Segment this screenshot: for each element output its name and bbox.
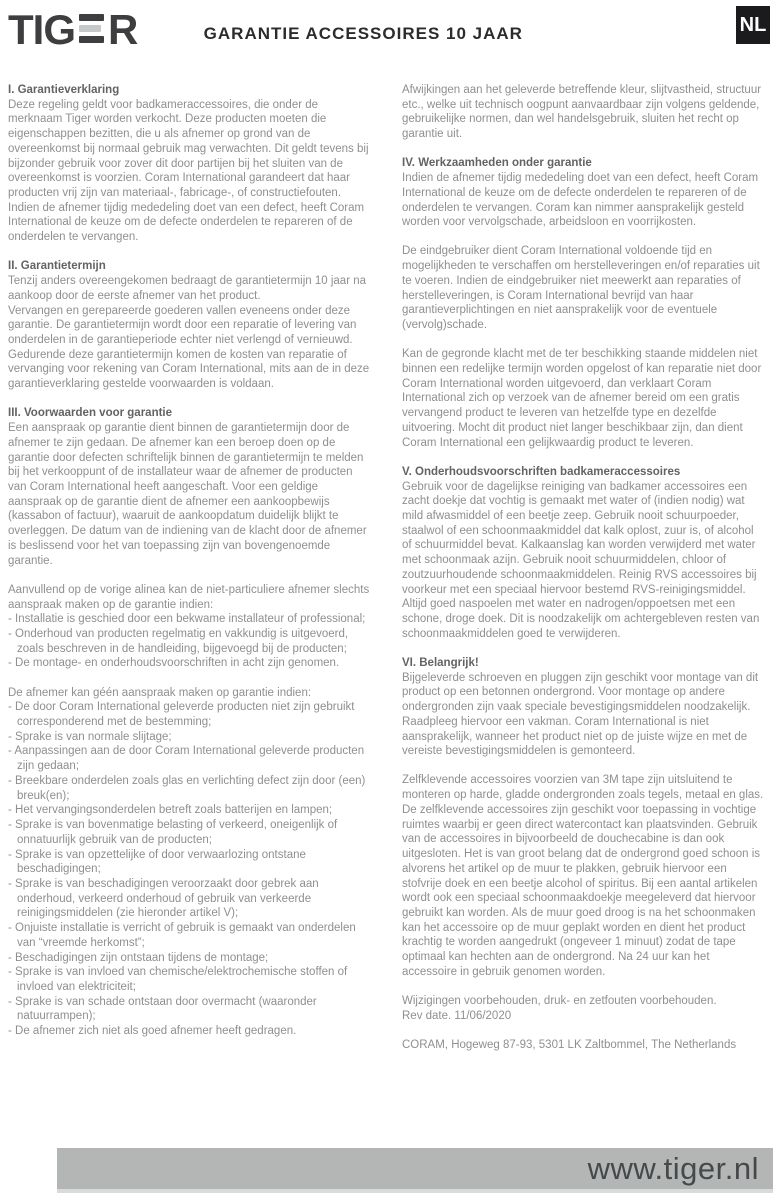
footer-bar bbox=[57, 1148, 773, 1189]
tiger-logo-text-left: TIG bbox=[8, 6, 75, 53]
list-item: - Sprake is van invloed van chemische/elektrochemische stoffen of invloed van elektriciteit; bbox=[8, 966, 348, 993]
section-heading: V. Onderhoudsvoorschriften badkameraccessoires bbox=[402, 465, 681, 478]
document-title: GARANTIE ACCESSOIRES 10 JAAR bbox=[203, 24, 523, 43]
list-item: - Breekbare onderdelen zoals glas en verlichting defect zijn door (een) breuk(en); bbox=[8, 774, 366, 802]
paragraph: Een aanspraak op garantie dient binnen de garantietermijn door de afnemer te zijn gedaan. De afnemer kan een beroep doen op de garantie door defecten schriftelijk binnen de garantietermijn te melden bij het verkooppunt of de installateur waar de afnemer de producten van Coram International heeft aangeschaft. Voor een geldige aanspraak op de garantie dient de afnemer een aankoopbewijs (kassabon of factuur), waaruit de aankoopdatum duidelijk blijkt te overleggen. De datum van de indiening van de klacht door de afnemer is beslissend voor het van toepassing zijn van bovengenoemde garantie. bbox=[8, 422, 367, 567]
paragraph: Indien de afnemer tijdig mededeling doet van een defect, heeft Coram International de keuze om de defecte onderdelen te repareren of de onderdelen te vervangen. Coram kan nimmer aansprakelijk gesteld worden voor vervolgschade, arbeidsloon en voorrijkosten. bbox=[402, 172, 759, 229]
list-item: - De afnemer zich niet als goed afnemer heeft gedragen. bbox=[8, 1025, 297, 1038]
logo-e-bar-top bbox=[79, 14, 104, 21]
logo-e-bar-middle bbox=[79, 25, 101, 32]
paragraph: Afwijkingen aan het geleverde betreffende kleur, slijtvastheid, structuur etc., welke uit technisch oogpunt aanvaardbaar zijn volgens geldende, gebruikelijke normen, dan wel handelsgebruik, sluiten het recht op garantie uit. bbox=[402, 84, 762, 141]
section-heading: II. Garantietermijn bbox=[8, 260, 106, 273]
tiger-logo bbox=[8, 6, 138, 53]
list-item: - De montage- en onderhoudsvoorschriften in acht zijn genomen. bbox=[8, 657, 340, 670]
paragraph: Deze regeling geldt voor badkameraccessoires, die onder de merknaam Tiger worden verkocht. Deze producten moeten die eigenschappen bezitten, die u als afnemer op grond van de overeenkomst bij normaal gebruik mag verwachten. Dit geldt tevens bij bijzonder gebruik voor zover dit door partijen bij het sluiten van de overeenkomst is voorzien. Coram International garandeert dat haar producten vrij zijn van materiaal-, fabricage-, of constructiefouten. Indien de afnemer tijdig mededeling doet van een defect, heeft Coram International de keuze om de defecte onderdelen te repareren of de onderdelen te vervangen. bbox=[8, 98, 369, 244]
paragraph: Bijgeleverde schroeven en pluggen zijn geschikt voor montage van dit product op een betonnen ondergrond. Voor montage op andere ondergronden zijn vaak speciale bevestigingsmiddelen noodzakelijk. Raadpleeg hiervoor een vakman. Coram International is niet aansprakelijk, wanneer het product niet op de juiste wijze en met de vereiste bevestigingsmiddelen is gemonteerd. bbox=[402, 671, 759, 758]
document-header bbox=[0, 0, 773, 57]
paragraph: Kan de gegronde klacht met de ter beschikking staande middelen niet binnen een redelijke termijn worden opgelost of kan reparatie niet door Coram International worden uitgevoerd, dan verklaart Coram International zich op verzoek van de afnemer bereid om een gratis vervangend product te leveren van hetzelfde type en dezelfde uitvoering. Mocht dit product niet langer beschikbaar zijn, dan dient Coram International een gelijkwaardig product te leveren. bbox=[402, 348, 762, 449]
document-body bbox=[0, 83, 773, 1067]
bullet-list bbox=[8, 700, 371, 1039]
language-badge: NL bbox=[736, 6, 770, 44]
list-item: - Sprake is van schade ontstaan door overmacht (waaronder natuurrampen); bbox=[8, 995, 317, 1023]
paragraph: De afnemer kan géén aanspraak maken op garantie indien: bbox=[8, 686, 312, 699]
list-item: - Beschadigingen zijn ontstaan tijdens de montage; bbox=[8, 951, 269, 964]
paragraph: De eindgebruiker dient Coram International voldoende tijd en mogelijkheden te verschaffen om herstelleveringen en/of reparaties uit te voeren. Indien de eindgebruiker niet meewerkt aan reparaties of herstelleveringen, is Coram International bevrijd van haar garantieverplichtingen en niet aansprakelijk voor de eventuele (vervolg)schade. bbox=[402, 245, 760, 332]
paragraph: Wijzigingen voorbehouden, druk- en zetfouten voorbehouden. bbox=[402, 995, 717, 1008]
list-item: - Onjuiste installatie is verricht of gebruik is gemaakt van onderdelen van “vreemde herkomst”; bbox=[8, 922, 356, 949]
list-item: - Aanpassingen aan de door Coram International geleverde producten zijn gedaan; bbox=[8, 745, 365, 773]
list-item: - Sprake is van beschadigingen veroorzaakt door gebrek aan onderhoud, verkeerd onderhoud of gebruik van verkeerde reinigingsmiddelen (zie hieronder artikel V); bbox=[8, 877, 319, 920]
website-url: www.tiger.nl bbox=[587, 1151, 759, 1186]
section-heading: III. Voorwaarden voor garantie bbox=[8, 407, 173, 420]
paragraph: Gedurende deze garantietermijn komen de kosten van reparatie of vervanging voor rekening van Coram International, mits aan de in deze garantieverklaring gestelde voorwaarden is voldaan. bbox=[8, 348, 370, 391]
paragraph: Tenzij anders overeengekomen bedraagt de garantietermijn 10 jaar na aankoop door de eerste afnemer van het product. bbox=[8, 275, 367, 302]
section-heading: I. Garantieverklaring bbox=[8, 84, 120, 96]
right-column bbox=[402, 83, 765, 1067]
list-item: - Sprake is van opzettelijke of door verwaarlozing ontstane beschadigingen; bbox=[8, 848, 306, 876]
section-heading: VI. Belangrijk! bbox=[402, 656, 479, 669]
logo-e-bar-bottom bbox=[79, 36, 104, 43]
list-item: - De door Coram International geleverde producten niet zijn gebruikt corresponderend met de bestemming; bbox=[8, 701, 355, 729]
left-column bbox=[8, 83, 371, 1067]
bullet-list bbox=[8, 612, 371, 671]
paragraph: Zelfklevende accessoires voorzien van 3M tape zijn uitsluitend te monteren op harde, gladde ondergronden zoals tegels, metaal en glas. De zelfklevende accessoires zijn geschikt voor toepassing in vochtige ruimtes waarbij er geen direct watercontact kan plaatsvinden. Gebruik van de accessoires in bijvoorbeeld de douchecabine is dan ook uitgesloten. Het is van groot belang dat de ondergrond goed schoon is alvorens het artikel op de muur te plakken, gebruik hiervoor een stofvrije doek en een beetje alcohol of spiritus. Bij een aantal artikelen wordt ook een speciaal schoonmaakdoekje meegeleverd dat hiervoor gebruikt kan worden. Als de muur goed droog is na het schoonmaken kan het accessoire op de muur geplakt worden en dient het product krachtig te worden aangedrukt (ongeveer 1 minuut) zodat de tape optimaal kan hechten aan de ondergrond. Na 24 uur kan het accessoire in gebruik genomen worden. bbox=[402, 774, 764, 978]
list-item: - Installatie is geschied door een bekwame installateur of professional; bbox=[8, 613, 366, 626]
list-item: - Sprake is van normale slijtage; bbox=[8, 730, 172, 743]
paragraph: Gebruik voor de dagelijkse reiniging van badkamer accessoires een zacht doekje dat vochtig is gemaakt met water of (indien nodig) wat mild afwasmiddel of een beetje zeep. Gebruik nooit schuurpoeder, staalwol of een schoonmaakmiddel dat kalk oplost, zuur is, of alcohol of schuurmiddel bevat. Kalkaanslag kan worden verwijderd met water met schoonmaak azijn. Gebruik nooit schuurmiddelen, chloor of zoutzuurhoudende schoonmaakmiddelen. Reinig RVS accessoires bij voorkeur met een speciaal hiervoor bestemd RVS-reinigingsmiddel. Altijd goed naspoelen met water en nadrogen/oppoetsen met een schone, droge doek. Dit is noodzakelijk om achtergebleven resten van schoonmaakmiddelen goed te verwijderen. bbox=[402, 480, 760, 640]
list-item: - Het vervangingsonderdelen betreft zoals batterijen en lampen; bbox=[8, 804, 333, 817]
paragraph: Aanvullend op de vorige alinea kan de niet-particuliere afnemer slechts aanspraak maken op de garantie indien: bbox=[8, 583, 370, 611]
paragraph: CORAM, Hogeweg 87-93, 5301 LK Zaltbommel, The Netherlands bbox=[402, 1038, 737, 1051]
paragraph: Vervangen en gerepareerde goederen vallen eveneens onder deze garantie. De garantietermijn wordt door een reparatie of levering van onderdelen in de garantieperiode echter niet verlengd of vernieuwd. bbox=[8, 304, 357, 346]
list-item: - Sprake is van bovenmatige belasting of verkeerd, oneigenlijk of onnatuurlijk gebruik van de producten; bbox=[8, 819, 338, 846]
footer-bar-edge bbox=[57, 1189, 773, 1193]
logo-e-bars-icon bbox=[79, 14, 104, 43]
tiger-logo-text-right: R bbox=[108, 6, 138, 53]
paragraph: Rev date. 11/06/2020 bbox=[402, 1009, 512, 1022]
section-heading: IV. Werkzaamheden onder garantie bbox=[402, 157, 592, 170]
list-item: - Onderhoud van producten regelmatig en vakkundig is uitgevoerd, zoals beschreven in de handleiding, bijgevoegd bij de producten; bbox=[8, 627, 349, 655]
